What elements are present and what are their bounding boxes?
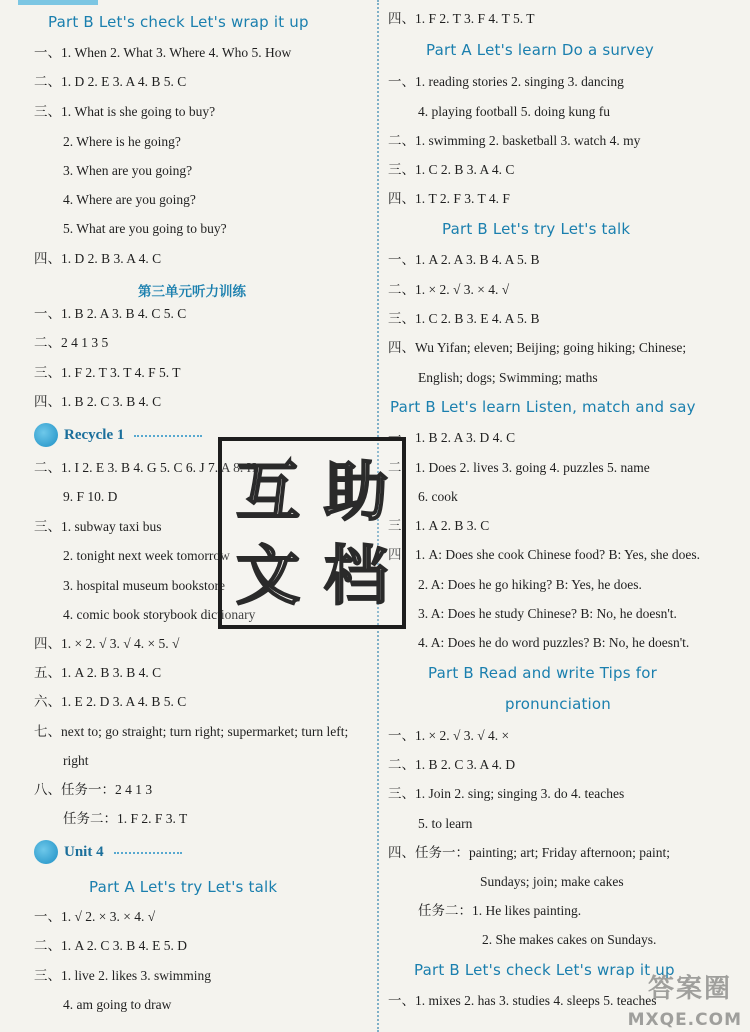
answer-line: 任务二：1. F 2. F 3. T <box>63 811 188 826</box>
stamp-char: 文 <box>236 540 300 614</box>
answer-line: 四、1. B 2. C 3. B 4. C <box>34 394 162 409</box>
stamp-char: 助 <box>324 456 388 530</box>
section-header: Part A Let's learn Do a survey <box>426 41 655 59</box>
answer-line: 三、1. Join 2. sing; singing 3. do 4. teaches <box>388 786 625 801</box>
answer-line: 任务二：1. He likes painting. <box>418 903 582 918</box>
section-header: Part A Let's try Let's talk <box>89 878 278 896</box>
watermark-cn: 答案圈 <box>647 974 732 1004</box>
answer-line: 一、1. reading stories 2. singing 3. dancing <box>388 74 624 89</box>
answer-line: 9. F 10. D <box>63 489 118 504</box>
answer-line: 四、1. D 2. B 3. A 4. C <box>34 251 162 266</box>
answer-line: 3. A: Does he study Chinese? B: No, he doesn't. <box>418 606 677 621</box>
answer-line: 二、1. × 2. √ 3. × 4. √ <box>388 282 510 297</box>
answer-line: 二、1. A 2. C 3. B 4. E 5. D <box>34 938 188 953</box>
answer-line: 一、1. mixes 2. has 3. studies 4. sleeps 5. teaches <box>388 993 657 1008</box>
answer-line: 三、1. live 2. likes 3. swimming <box>34 968 211 983</box>
answer-line: 二、1. I 2. E 3. B 4. G 5. C 6. J 7. A 8. H <box>34 460 257 475</box>
answer-line: 三、1. C 2. B 3. E 4. A 5. B <box>388 311 540 326</box>
answer-line: right <box>63 753 89 768</box>
answer-line: 4. A: Does he do word puzzles? B: No, he doesn't. <box>418 635 690 650</box>
answer-line: 二、2 4 1 3 5 <box>34 335 109 350</box>
unit-dotted-rule <box>134 435 202 439</box>
answer-line: 4. am going to draw <box>63 997 172 1012</box>
listening-title: 第三单元听力训练 <box>138 284 246 300</box>
section-header: Part B Let's check Let's wrap it up <box>414 961 675 979</box>
right-column <box>380 0 750 1032</box>
answer-line: English; dogs; Swimming; maths <box>418 370 598 385</box>
section-header: Part B Read and write Tips for <box>428 664 657 682</box>
answer-line: 四、1. T 2. F 3. T 4. F <box>388 191 510 206</box>
answer-line: 一、1. × 2. √ 3. √ 4. × <box>388 728 510 743</box>
answer-line: 七、next to; go straight; turn right; supermarket; turn left; <box>34 724 349 739</box>
answer-line: 二、1. Does 2. lives 3. going 4. puzzles 5. name <box>388 460 650 475</box>
answer-line: 三、1. subway taxi bus <box>34 519 162 534</box>
unit-dot-icon <box>34 840 58 864</box>
stamp-char: 互 <box>236 456 300 530</box>
answer-line: 二、1. B 2. C 3. A 4. D <box>388 757 516 772</box>
answer-line: 5. What are you going to buy? <box>63 221 227 236</box>
recycle-1-heading <box>42 423 202 447</box>
answer-line: 八、任务一：2 4 1 3 <box>34 782 153 797</box>
unit-dotted-rule <box>114 852 182 856</box>
unit-dot-icon <box>34 423 58 447</box>
answer-line: 三、1. A 2. B 3. C <box>388 518 490 533</box>
answer-line: 一、1. A 2. A 3. B 4. A 5. B <box>388 252 540 267</box>
answer-line: 3. hospital museum bookstore <box>63 578 225 593</box>
answer-line: 6. cook <box>418 489 458 504</box>
answer-line: 四、1. A: Does she cook Chinese food? B: Yes, she does. <box>388 547 700 562</box>
answer-line: 三、1. F 2. T 3. T 4. F 5. T <box>34 365 181 380</box>
answer-line: 二、1. swimming 2. basketball 3. watch 4. my <box>388 133 641 148</box>
watermark-en: MXQE.COM <box>627 1010 742 1030</box>
answer-line: 2. She makes cakes on Sundays. <box>482 932 657 947</box>
answer-line: 六、1. E 2. D 3. A 4. B 5. C <box>34 694 187 709</box>
stamp-logo <box>218 437 406 629</box>
section-header: Part B Let's check Let's wrap it up <box>48 13 309 31</box>
answer-line: Sundays; join; make cakes <box>480 874 624 889</box>
answer-line: 3. When are you going? <box>63 163 193 178</box>
answer-line: 一、1. When 2. What 3. Where 4. Who 5. How <box>34 45 292 60</box>
answer-line: 2. Where is he going? <box>63 134 181 149</box>
answer-line: 2. tonight next week tomorrow <box>63 548 230 563</box>
answer-line: 四、1. F 2. T 3. F 4. T 5. T <box>388 11 535 26</box>
section-header: Part B Let's try Let's talk <box>442 220 631 238</box>
answer-line: 四、任务一：painting; art; Friday afternoon; paint; <box>388 845 670 860</box>
answer-line: 三、1. What is she going to buy? <box>34 104 216 119</box>
unit-title: Unit 4 <box>64 843 104 860</box>
answer-line: 一、1. B 2. A 3. D 4. C <box>388 430 516 445</box>
answer-line: 5. to learn <box>418 816 473 831</box>
answer-line: 四、Wu Yifan; eleven; Beijing; going hiking; Chinese; <box>388 340 687 355</box>
unit-title: Recycle 1 <box>64 426 125 443</box>
unit-4-heading <box>42 840 182 864</box>
answer-line: 4. Where are you going? <box>63 192 196 207</box>
answer-line: 四、1. × 2. √ 3. √ 4. × 5. √ <box>34 636 180 651</box>
section-header: Part B Let's learn Listen, match and say <box>390 398 696 416</box>
answer-line: 一、1. B 2. A 3. B 4. C 5. C <box>34 306 187 321</box>
answer-line: 五、1. A 2. B 3. B 4. C <box>34 665 162 680</box>
answer-line: 二、1. D 2. E 3. A 4. B 5. C <box>34 74 187 89</box>
answer-line: 2. A: Does he go hiking? B: Yes, he does. <box>418 577 642 592</box>
section-header: pronunciation <box>505 695 611 713</box>
stamp-char: 档 <box>324 540 388 614</box>
answer-line: 三、1. C 2. B 3. A 4. C <box>388 162 515 177</box>
answer-line: 4. comic book storybook dictionary <box>63 607 256 622</box>
answer-line: 一、1. √ 2. × 3. × 4. √ <box>34 909 156 924</box>
site-watermark <box>627 968 746 1032</box>
answer-line: 4. playing football 5. doing kung fu <box>418 104 610 119</box>
